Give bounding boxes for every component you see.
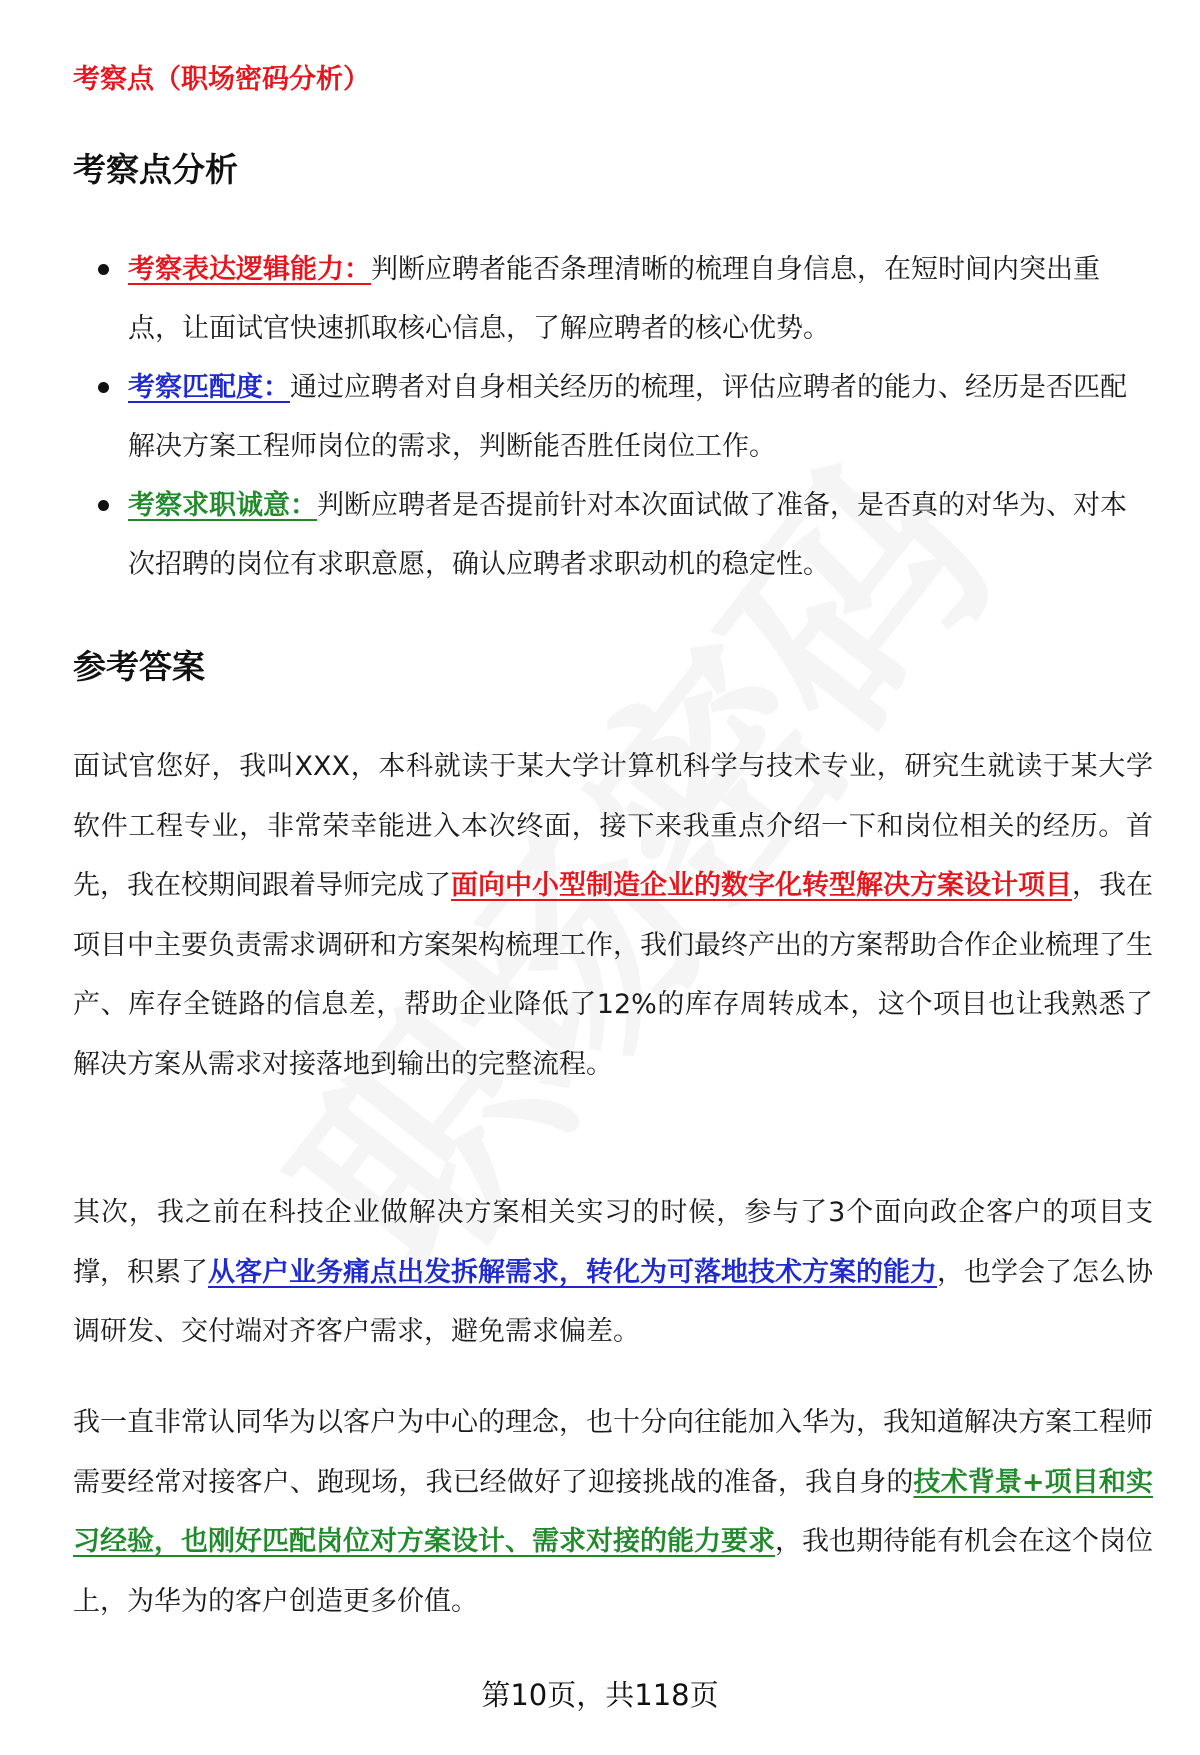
paragraph-text: 我一直非常认同华为以客户为中心的理念，也十分向往能加入华为，我知道解决方案工程师需要经常对接客户、跑现场，我已经做好了迎接挑战的准备，我自身的 xyxy=(73,1407,1153,1498)
analysis-point xyxy=(73,358,1153,476)
point-text: 判断应聘者是否提前针对本次面试做了准备，是否真的对华为、对本次招聘的岗位有求职意愿，确认应聘者求职动机的稳定性。 xyxy=(128,490,1127,580)
analysis-heading: 考察点分析 xyxy=(73,150,238,189)
point-text: 通过应聘者对自身相关经历的梳理，评估应聘者的能力、经历是否匹配解决方案工程师岗位的需求，判断能否胜任岗位工作。 xyxy=(128,372,1127,462)
highlighted-text: 从客户业务痛点出发拆解需求，转化为可落地技术方案的能力 xyxy=(208,1256,937,1288)
paragraph-text: 面试官您好，我叫XXX，本科就读于某大学计算机科学与技术专业，研究生就读于某大学软件工程专业，非常荣幸能进入本次终面，接下来我重点介绍一下和岗位相关的经历。首先，我在校期间跟着导师完成了 xyxy=(73,751,1153,901)
paragraph-text: 其次，我之前在科技企业做解决方案相关实习的时候，参与了3个面向政企客户的项目支撑，积累了 xyxy=(73,1197,1153,1288)
paragraph-text: ，也学会了怎么协调研发、交付端对齐客户需求，避免需求偏差。 xyxy=(73,1256,1153,1347)
paragraph-text: ，我在项目中主要负责需求调研和方案架构梳理工作，我们最终产出的方案帮助合作企业梳理了生产、库存全链路的信息差，帮助企业降低了12%的库存周转成本，这个项目也让我熟悉了解决方案从需求对接落地到输出的完整流程。 xyxy=(73,870,1153,1080)
analysis-points-list xyxy=(73,240,1153,594)
point-lead: 考察求职诚意： xyxy=(128,490,317,521)
bullet-icon xyxy=(98,382,109,393)
section-label: 考察点（职场密码分析） xyxy=(73,64,370,95)
answer-paragraph xyxy=(73,737,1153,1094)
analysis-point xyxy=(73,240,1153,358)
page-number-footer: 第10页，共118页 xyxy=(481,1678,719,1712)
bullet-icon xyxy=(98,264,109,275)
highlighted-text: 技术背景+项目和实习经验，也刚好匹配岗位对方案设计、需求对接的能力要求 xyxy=(73,1466,1154,1557)
highlighted-text: 面向中小型制造企业的数字化转型解决方案设计项目 xyxy=(451,870,1072,901)
answer-paragraph xyxy=(73,1393,1153,1631)
paragraph-text: ，我也期待能有机会在这个岗位上，为华为的客户创造更多价值。 xyxy=(73,1526,1153,1617)
bullet-icon xyxy=(98,500,109,511)
point-text: 判断应聘者能否条理清晰的梳理自身信息，在短时间内突出重点，让面试官快速抓取核心信息，了解应聘者的核心优势。 xyxy=(128,254,1100,344)
point-lead: 考察匹配度： xyxy=(128,372,290,403)
answer-heading: 参考答案 xyxy=(73,647,205,686)
point-lead: 考察表达逻辑能力： xyxy=(128,254,371,285)
answer-paragraph xyxy=(73,1183,1153,1362)
analysis-point xyxy=(73,476,1153,594)
